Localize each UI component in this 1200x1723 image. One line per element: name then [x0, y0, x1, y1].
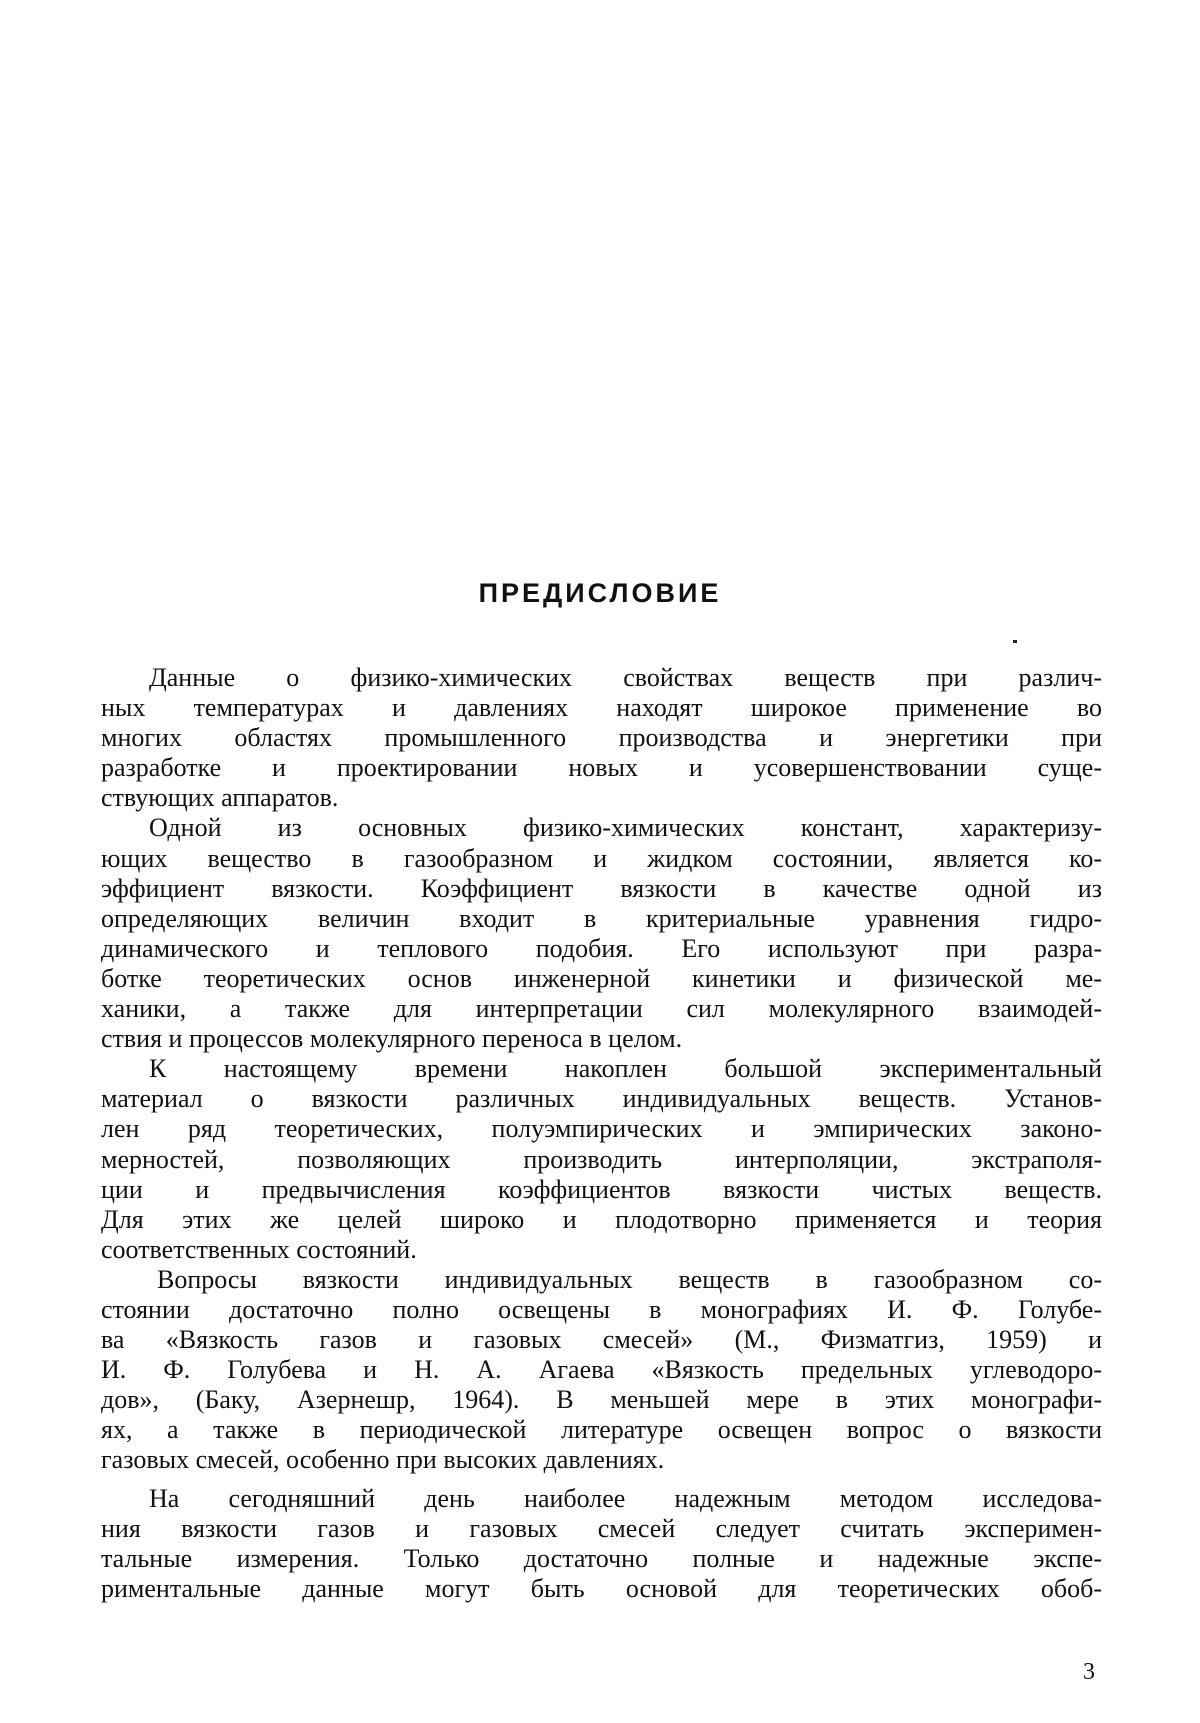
text-line: газовых смесей, особенно при высоких давлениях. — [101, 1445, 665, 1475]
text-line: мерностей, позволяющих производить интерполяции, экстраполя- — [101, 1144, 1102, 1174]
text-line: ющих вещество в газообразном и жидком состоянии, является ко- — [101, 843, 1102, 873]
preface-body — [101, 663, 1102, 1604]
text-line: И. Ф. Голубева и Н. А. Агаева «Вязкость предельных углеводоро- — [101, 1355, 1102, 1385]
text-line: риментальные данные могут быть основой для теоретических обоб- — [101, 1573, 1102, 1603]
text-line: эффициент вязкости. Коэффициент вязкости в качестве одной из — [101, 873, 1102, 903]
text-line: ных температурах и давлениях находят широкое применение во — [101, 693, 1102, 723]
text-line: К настоящему времени накоплен большой экспериментальный — [149, 1054, 1102, 1084]
text-line: соответственных состояний. — [101, 1234, 417, 1264]
text-line: ханики, а также для интерпретации сил молекулярного взаимодей- — [101, 994, 1102, 1024]
text-line: ствия и процессов молекулярного переноса в целом. — [101, 1024, 683, 1054]
text-line: лен ряд теоретических, полуэмпирических и эмпирических законо- — [101, 1114, 1102, 1144]
preface-heading: ПРЕДИСЛОВИЕ — [478, 578, 722, 608]
text-line: стоянии достаточно полно освещены в монографиях И. Ф. Голубе- — [101, 1294, 1102, 1324]
text-line: ботке теоретических основ инженерной кинетики и физической ме- — [101, 963, 1102, 993]
page-number: 3 — [1083, 1659, 1095, 1685]
text-line: многих областях промышленного производства и энергетики при — [101, 723, 1102, 753]
text-line: На сегодняшний день наиболее надежным методом исследова- — [149, 1483, 1102, 1513]
text-line: Одной из основных физико-химических констант, характеризу- — [149, 813, 1102, 843]
text-line: Данные о физико-химических свойствах веществ при различ- — [149, 663, 1102, 692]
text-line: ва «Вязкость газов и газовых смесей» (М., Физматгиз, 1959) и — [101, 1325, 1102, 1355]
text-line: тальные измерения. Только достаточно полные и надежные экспе- — [101, 1543, 1102, 1573]
text-line: Для этих же целей широко и плодотворно применяется и теория — [101, 1204, 1102, 1234]
text-line: ях, а также в периодической литературе освещен вопрос о вязкости — [101, 1415, 1102, 1445]
text-line: дов», (Баку, Азернешр, 1964). В меньшей мере в этих монографи- — [101, 1385, 1102, 1415]
text-line: разработке и проектировании новых и усовершенствовании суще- — [101, 753, 1102, 783]
text-line: Вопросы вязкости индивидуальных веществ в газообразном со- — [157, 1264, 1102, 1294]
text-line: динамического и теплового подобия. Его используют при разра- — [101, 933, 1102, 963]
text-line: ствующих аппаратов. — [101, 783, 339, 813]
paragraph-gap — [101, 1476, 1102, 1484]
text-line: материал о вязкости различных индивидуальных веществ. Установ- — [101, 1084, 1102, 1114]
text-line: определяющих величин входит в критериальные уравнения гидро- — [101, 903, 1102, 933]
print-speck — [1013, 640, 1017, 643]
text-line: ния вязкости газов и газовых смесей следует считать эксперимен- — [101, 1513, 1102, 1543]
text-line: ции и предвычисления коэффициентов вязкости чистых веществ. — [101, 1174, 1102, 1204]
